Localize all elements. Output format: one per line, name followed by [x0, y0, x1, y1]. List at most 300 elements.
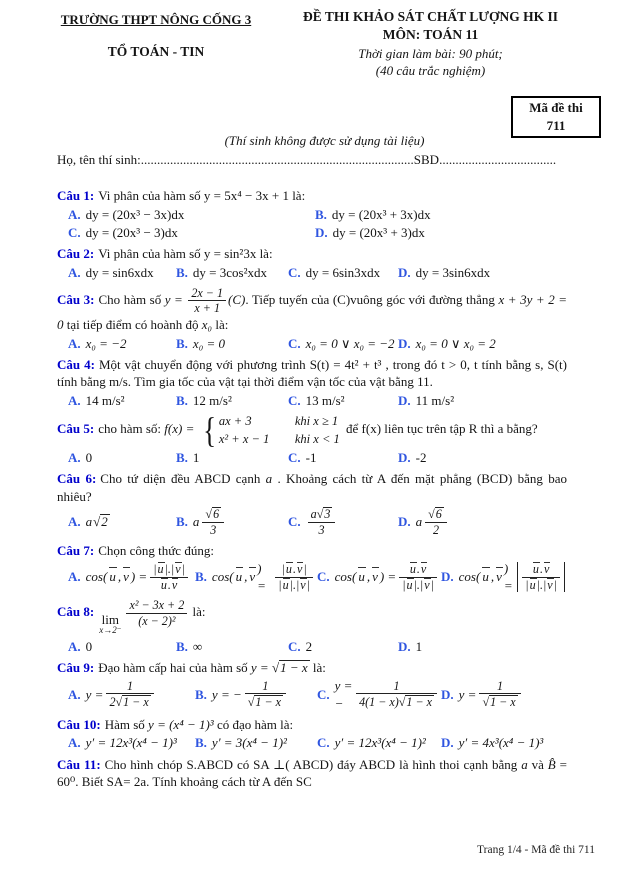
radical-sign: √ [428, 506, 435, 521]
option-content [86, 638, 93, 655]
option-content [86, 679, 156, 711]
option-content [416, 392, 454, 409]
option-letter: B. [176, 264, 188, 280]
text-run: Vi phân của hàm số y = sin²3x là: [98, 246, 273, 262]
header-left [50, 8, 262, 79]
math-run: y′ = 12x³(x⁴ − 1)² [334, 735, 426, 751]
option-item[interactable] [68, 223, 313, 241]
option-item[interactable] [398, 506, 567, 538]
math-run: . [292, 561, 296, 576]
math-run: a [85, 514, 93, 530]
math-text: 3 [324, 506, 331, 521]
math-run: | [181, 561, 185, 576]
no-materials-note: (Thí sinh không được sử dụng tài liệu) [224, 132, 425, 148]
math-text: 1 [262, 678, 269, 693]
option-item[interactable] [176, 506, 286, 538]
question-stem [57, 187, 567, 204]
option-content [193, 638, 202, 655]
text-run: -2 [415, 449, 427, 465]
option-content [193, 506, 226, 538]
math-run: y = [85, 686, 104, 702]
option-letter: C. [317, 686, 330, 702]
numerator [425, 507, 447, 522]
option-letter: A. [68, 686, 81, 702]
option-item[interactable] [68, 264, 174, 282]
radicand [254, 695, 283, 709]
option-item[interactable] [195, 734, 315, 752]
denominator [245, 693, 286, 709]
option-content [212, 560, 315, 594]
radicand [405, 695, 434, 709]
question-block [57, 716, 567, 752]
radicand [279, 660, 310, 675]
text-run: Cho tứ diện đều ABCD cạnh [100, 471, 266, 487]
option-content [86, 449, 93, 466]
question-number: Câu 11: [57, 756, 101, 772]
question-stem [57, 410, 567, 451]
exam-code-label: Mã đề thi [529, 100, 583, 115]
math-run: ) = [130, 569, 148, 585]
math-text: (x − 2)² [138, 613, 176, 628]
math-run: B̂ [547, 756, 556, 772]
option-item[interactable] [441, 560, 567, 594]
option-item[interactable] [398, 334, 567, 352]
question-block [57, 187, 567, 241]
square-root [205, 507, 221, 521]
option-item[interactable] [398, 637, 567, 655]
option-item[interactable] [68, 679, 193, 711]
option-content [416, 335, 496, 352]
option-letter: D. [441, 569, 454, 585]
radical-sign: √ [247, 695, 255, 710]
math-run: x₀ = 0 ∨ x₀ = −2 [305, 335, 395, 351]
vector: u [532, 561, 539, 576]
question-block [57, 598, 567, 655]
text-run: dy = 6sin3xdx [305, 264, 381, 280]
math-run: a [310, 506, 317, 521]
option-item[interactable] [176, 637, 286, 655]
options-row [57, 264, 567, 282]
vector: v [249, 569, 256, 585]
option-letter: B. [195, 686, 207, 702]
math-run: | [525, 577, 529, 592]
option-content [306, 638, 313, 655]
option-letter: A. [68, 335, 81, 351]
option-content [86, 206, 185, 223]
option-content [306, 506, 338, 538]
option-content [86, 224, 178, 241]
question-stem [57, 470, 567, 504]
question-block [57, 542, 567, 594]
math-run: x + 3y + 2 = 0 [57, 291, 568, 332]
math-run: . [539, 561, 543, 576]
option-item[interactable] [315, 205, 567, 223]
header [0, 0, 619, 79]
option-letter: A. [68, 514, 81, 530]
option-item[interactable] [288, 264, 396, 282]
math-run: | [306, 577, 310, 592]
vector: v [300, 577, 306, 592]
vector: u [235, 569, 243, 585]
school-name: TRƯỜNG THPT NÔNG CỐNG 3 [60, 12, 252, 27]
text-run: Cho hình chóp S.ABCD có SA ⊥( ABCD) đáy ABCD là hình thoi cạnh bằng [104, 756, 522, 772]
option-content [212, 679, 288, 711]
vector: u [282, 577, 289, 592]
radical-sign: √ [205, 506, 213, 521]
math-run: , [244, 569, 248, 585]
question-number: Câu 6: [57, 471, 97, 487]
math-text: khi x ≥ 1 [294, 414, 339, 429]
radicand [489, 695, 518, 709]
math-text: x + 1 [194, 301, 220, 316]
option-item[interactable] [315, 223, 567, 241]
option-item[interactable] [288, 448, 396, 466]
option-content [416, 506, 449, 538]
option-content [86, 562, 190, 592]
numerator [106, 680, 153, 694]
question-number: Câu 10: [57, 716, 101, 732]
math-run: x₀ = 0 ∨ x₀ = 2 [415, 335, 496, 351]
math-run: y = − [211, 686, 242, 702]
option-letter: B. [176, 449, 188, 465]
numerator [245, 680, 286, 694]
option-content [306, 449, 317, 466]
math-run: |.| [289, 577, 300, 592]
math-text: 3 [210, 523, 217, 538]
math-run: y′ = 4x³(x⁴ − 1)³ [458, 735, 544, 751]
option-letter: B. [176, 392, 188, 408]
options-row [57, 334, 567, 352]
exam-code-value: 711 [546, 117, 566, 133]
option-content [86, 264, 154, 281]
math-run: a [265, 471, 273, 487]
option-letter: C. [288, 449, 301, 465]
options-row [57, 734, 567, 752]
math-text: 1 − x [406, 695, 432, 710]
option-item[interactable] [317, 734, 439, 752]
math-run: a [521, 756, 528, 772]
fraction [522, 563, 560, 591]
denominator [188, 300, 226, 315]
vector: u [358, 569, 365, 585]
option-item[interactable] [68, 448, 174, 466]
option-item[interactable] [68, 734, 193, 752]
cases-condition [295, 431, 340, 448]
text-run: 11 m/s² [415, 392, 455, 408]
math-text: 1 − x [123, 695, 149, 710]
option-item[interactable] [68, 205, 313, 223]
option-letter: C. [288, 335, 301, 351]
math-run: a [192, 514, 200, 530]
limit [99, 613, 121, 636]
denominator [399, 577, 437, 592]
option-item[interactable] [68, 334, 174, 352]
option-item[interactable] [317, 562, 439, 592]
question-block [57, 286, 567, 353]
math-text: 3 [318, 523, 325, 538]
vector: u [482, 569, 489, 585]
vector: u [285, 561, 292, 576]
cases-row [219, 413, 340, 430]
question-stem [57, 542, 567, 559]
radical-sign: √ [115, 695, 123, 710]
option-item[interactable] [68, 637, 174, 655]
math-run: (C) [228, 291, 246, 307]
vector: u [406, 577, 413, 592]
options-row [57, 637, 567, 655]
math-run: , [366, 569, 371, 585]
option-content [212, 734, 287, 751]
option-letter: D. [441, 735, 454, 751]
question-block [57, 245, 567, 281]
option-content [86, 513, 110, 530]
option-item[interactable] [288, 391, 396, 409]
math-text: 1 [127, 678, 134, 693]
math-run: . [167, 577, 171, 592]
option-item[interactable] [68, 562, 193, 592]
option-letter: D. [441, 686, 454, 702]
option-letter: C. [317, 569, 330, 585]
vector: u [409, 561, 416, 576]
option-content [332, 206, 431, 223]
options-row [57, 506, 567, 538]
text-run: 1 [415, 638, 423, 654]
math-text: khi x < 1 [294, 431, 340, 446]
option-item[interactable] [441, 734, 567, 752]
question-number: Câu 5: [57, 421, 95, 437]
option-content [335, 734, 426, 751]
text-run: = 60⁰. Biết SA= 2a. Tính khoảng cách từ A đến SC [57, 756, 567, 790]
option-item[interactable] [68, 513, 174, 531]
text-run: và [527, 756, 548, 772]
text-run: Một vật chuyển động với phương trình S(t) = 4t² + t³ , trong đó t > 0, t tính bằng s, S(t) tính bằng m/s. Tìm gia tốc của vật tại thời điểm vận tốc của vật bằng 11. [57, 357, 567, 390]
options-row [57, 448, 567, 466]
option-item[interactable] [288, 637, 396, 655]
radicand [122, 695, 151, 709]
numerator [126, 599, 187, 613]
piecewise-function [201, 410, 340, 451]
question-block [57, 356, 567, 409]
exam-subject: MÔN: TOÁN 11 [382, 26, 479, 42]
math-run: x₀ [201, 316, 213, 332]
fraction [479, 680, 520, 710]
text-run: dy = sin6xdx [85, 264, 154, 280]
student-info-line [0, 151, 619, 168]
fraction [308, 507, 336, 537]
exam-duration: Thời gian làm bài: 90 phút; [358, 45, 503, 61]
math-text: 6 [213, 506, 220, 521]
option-content [306, 264, 381, 281]
math-run: cos( [458, 569, 481, 585]
option-letter: B. [176, 514, 188, 530]
option-letter: D. [398, 514, 411, 530]
math-text: 1 − x [255, 695, 281, 710]
fraction [245, 680, 286, 710]
math-text: 2 [432, 523, 439, 538]
vector: v [424, 577, 430, 592]
vector: v [171, 577, 178, 592]
question-stem [57, 356, 567, 390]
cases-expression [219, 431, 295, 448]
math-text: 2x − 1 [191, 285, 224, 300]
question-number: Câu 2: [57, 246, 95, 262]
option-content [416, 449, 427, 466]
math-run: ) = [503, 560, 513, 594]
option-letter: A. [68, 735, 81, 751]
sbd-blank[interactable]: .................................... [439, 152, 557, 168]
text-run: là: [189, 604, 206, 620]
absolute-value [517, 562, 565, 592]
denominator [106, 693, 153, 709]
math-run: y′ = 3(x⁴ − 1)² [211, 735, 287, 751]
option-letter: B. [176, 638, 188, 654]
square-root [482, 695, 517, 709]
option-letter: A. [68, 449, 81, 465]
vector: u [160, 577, 167, 592]
math-run: | [278, 577, 282, 592]
math-text: 1 − x [490, 695, 516, 710]
denominator [308, 522, 336, 537]
math-run: y = [164, 291, 187, 307]
option-content [459, 734, 544, 751]
vector: v [543, 561, 550, 576]
exam-title: ĐỀ THI KHẢO SÁT CHẤT LƯỢNG HK II [303, 9, 558, 24]
math-text: 1 [393, 678, 400, 693]
denominator [425, 522, 447, 537]
options-row [57, 391, 567, 409]
numerator [479, 680, 520, 694]
option-item[interactable] [176, 391, 286, 409]
question-count-note: (40 câu trắc nghiệm) [375, 62, 486, 78]
radical-sign: √ [482, 695, 490, 710]
option-item[interactable] [68, 391, 174, 409]
numerator [308, 507, 336, 522]
question-number: Câu 7: [57, 542, 95, 558]
text-run: 0 [85, 638, 93, 654]
option-letter: D. [398, 392, 411, 408]
page-footer: Trang 1/4 - Mã đề thi 711 [477, 843, 595, 856]
text-run: dy = 3sin6xdx [415, 264, 491, 280]
options-row [57, 677, 567, 711]
square-root [115, 695, 150, 709]
questions-list [0, 187, 619, 790]
option-content [86, 734, 177, 751]
text-run: là: [212, 316, 229, 332]
text-run: tại tiếp điểm có hoành độ [63, 316, 202, 332]
fraction [126, 599, 187, 627]
cases-condition [295, 413, 338, 430]
text-run: 0 [85, 449, 93, 465]
radical-sign: √ [93, 514, 101, 530]
header-right [262, 8, 599, 79]
option-content [193, 335, 225, 352]
limit-word: lim [101, 612, 119, 628]
text-run: Vi phân của hàm số y = 5x⁴ − 3x + 1 là: [98, 188, 306, 204]
option-letter: C. [288, 264, 301, 280]
math-run: | [553, 577, 557, 592]
text-run: ∞ [192, 638, 203, 654]
text-run: -1 [305, 449, 317, 465]
vector: v [296, 561, 303, 576]
text-run: 12 m/s² [192, 392, 232, 408]
vector: u [157, 561, 164, 576]
option-letter: B. [176, 335, 188, 351]
math-run: a [415, 514, 423, 530]
option-item[interactable] [176, 448, 286, 466]
numerator [202, 507, 224, 522]
option-item[interactable] [288, 506, 396, 538]
math-run: ) = [257, 560, 266, 594]
math-run: | [430, 577, 434, 592]
fraction [399, 563, 437, 591]
options-row [57, 560, 567, 594]
radical-sign: √ [316, 506, 324, 521]
text-run: . Tiếp tuyến của (C)vuông góc với đường thẳng [245, 291, 499, 307]
numerator [150, 563, 188, 577]
question-block [57, 756, 567, 790]
text-run: dy = (20x³ − 3x)dx [85, 206, 185, 222]
denominator [275, 577, 313, 592]
student-name-blank[interactable]: .................................................................................... [140, 152, 414, 168]
math-run: y = [458, 686, 477, 702]
vector: v [175, 561, 181, 576]
vector: v [547, 577, 553, 592]
option-item[interactable] [317, 677, 439, 711]
vector: v [420, 561, 427, 576]
text-run: có đạo hàm là: [213, 716, 294, 732]
option-content [416, 264, 491, 281]
option-content [335, 562, 439, 592]
radical-sign: √ [271, 660, 280, 676]
option-item[interactable] [195, 679, 315, 711]
option-item[interactable] [398, 391, 567, 409]
option-item[interactable] [441, 679, 567, 711]
option-letter: C. [68, 224, 81, 240]
math-text: 1 [497, 678, 504, 693]
question-number: Câu 4: [57, 357, 95, 373]
exam-code-box [511, 96, 601, 138]
cases-rows [219, 413, 340, 447]
math-text: x² − 3x + 2 [129, 598, 185, 613]
option-item[interactable] [176, 334, 286, 352]
option-letter: B. [195, 735, 207, 751]
math-run: 4(1 − x) [359, 695, 399, 710]
denominator [202, 522, 224, 537]
option-item[interactable] [176, 264, 286, 282]
denominator [356, 693, 437, 709]
math-run: f(x) = [164, 421, 198, 437]
option-item[interactable] [398, 264, 567, 282]
math-run: , [117, 569, 122, 585]
math-run: x₀ = 0 [192, 335, 225, 351]
math-text: 1 − x [280, 660, 308, 676]
cases-expression [219, 413, 295, 430]
limit-subscript: x→2⁻ [99, 625, 122, 636]
math-run: . [416, 561, 420, 576]
text-run: cho hàm số: [98, 421, 165, 437]
option-item[interactable] [195, 560, 315, 594]
radicand [323, 507, 332, 521]
option-item[interactable] [398, 448, 567, 466]
option-letter: A. [68, 569, 81, 585]
cases-row [219, 431, 340, 448]
math-run: |.| [164, 561, 175, 576]
question-number: Câu 1: [57, 188, 95, 204]
radicand [100, 514, 110, 529]
option-item[interactable] [288, 334, 396, 352]
text-run: . Khoảng cách từ A đến mặt phẳng (BCD) bằng bao nhiêu? [57, 471, 568, 504]
option-content [459, 560, 567, 594]
